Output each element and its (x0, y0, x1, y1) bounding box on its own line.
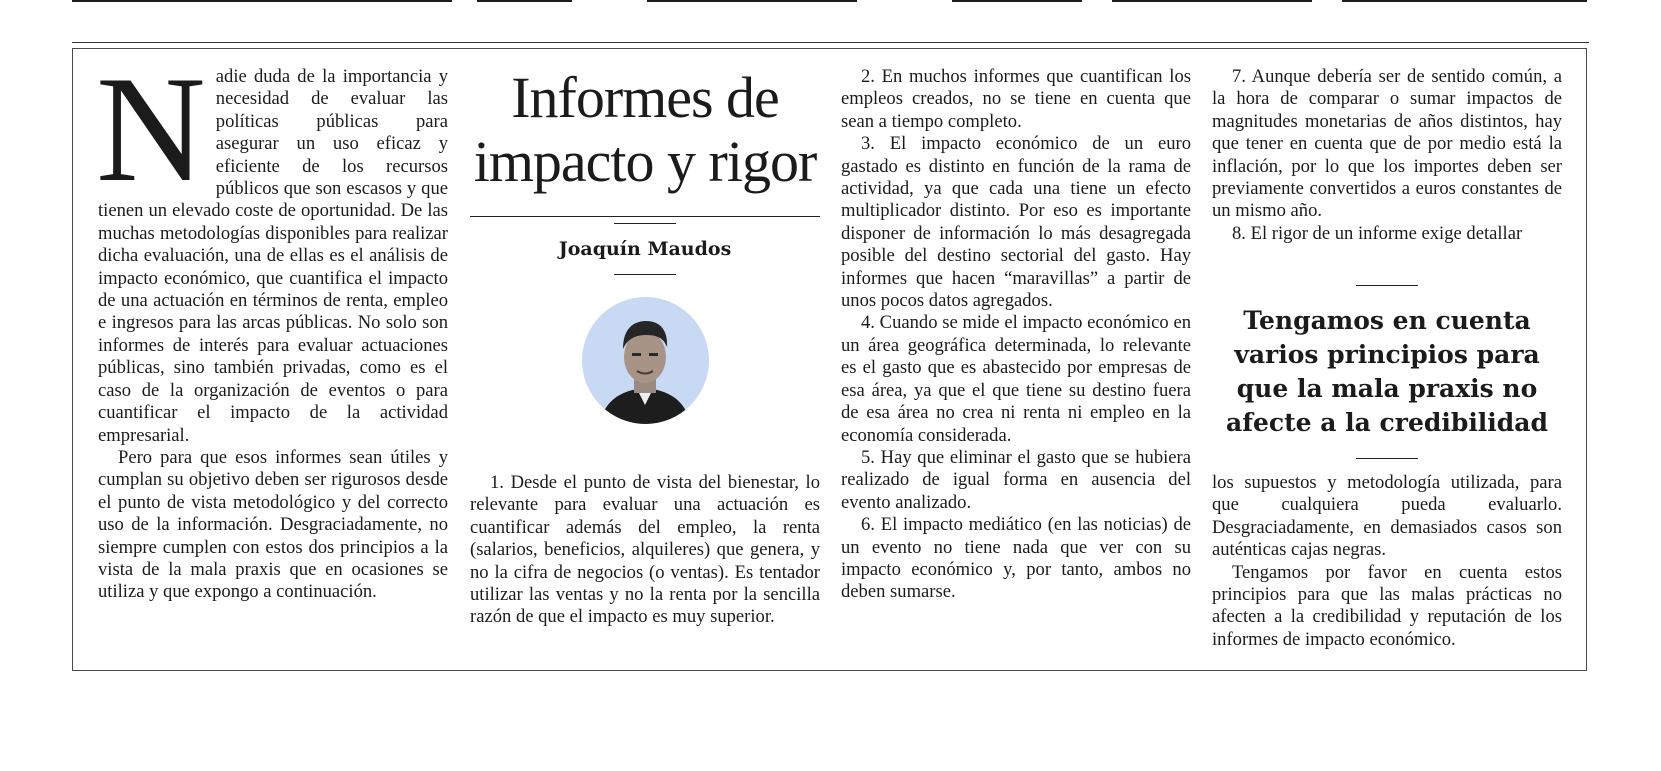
top-rule (72, 42, 1589, 43)
column-2 (470, 66, 820, 626)
column-2-body (470, 472, 820, 629)
author-portrait-icon (582, 297, 709, 424)
paragraph: 1. Desde el punto de vista del bienestar, lo relevante para evaluar una actuación es cuantificar además del empleo, la renta (salarios, beneficios, alquileres) que genera, y no la cifra de negocios (o ventas). Es tentador utilizar las ventas y no la renta por la sencilla razón de que el impacto es muy superior. (470, 472, 820, 628)
paragraph: Tengamos por favor en cuenta estos principios para que las malas prácticas no afecten a la credibilidad y reputación de los informes de impacto económico. (1212, 561, 1562, 650)
column-4 (1212, 66, 1562, 650)
paragraph: Pero para que esos informes sean útiles y cumplan su objetivo deben ser rigurosos desde el punto de vista metodológico y del correcto uso de la información. Desgraciadamente, no siempre cumplen con estos dos principios a la vista de la mala praxis que en ocasiones se utiliza y que expongo a continuación. (98, 446, 448, 603)
previous-article-cutoff (72, 0, 1589, 6)
headline-line-2: impacto y rigor (473, 129, 817, 194)
intro-text: adie duda de la importancia y necesidad de evaluar las políticas públicas para asegurar un uso eficaz y eficiente de los recursos públicos que son escasos y que tienen un elevado coste de oportunidad. De las muchas metodologías disponibles para realizar dicha evaluación, una de ellas es el análisis de impacto económico, que cuantifica el impacto de una actuación en términos de renta, empleo e ingresos para las arcas públicas. No solo son informes de interés para evaluar actuaciones públicas, sino también privadas, como es el caso de la organización de eventos o para cuantificar el impacto de la actividad empresarial. (98, 66, 448, 446)
paragraph: 6. El impacto mediático (en las noticias) de un evento no tiene nada que ver con su impacto económico y, por tanto, ambos no deben sumarse. (841, 514, 1191, 603)
byline-rule-bottom (614, 274, 676, 275)
pullquote: Tengamos en cuenta varios principios para que la mala praxis no afecte a la credibilidad (1226, 306, 1548, 438)
drop-cap: N (96, 45, 206, 213)
paragraph: 5. Hay que eliminar el gasto que se hubiera realizado de igual forma en ausencia del evento analizado. (841, 446, 1191, 513)
headline-line-1: Informes de (511, 65, 779, 130)
paragraph: 4. Cuando se mide el impacto económico en un área geográfica determinada, lo relevante es el gasto que es abastecido por empresas de esa área, ya que el que tiene su destino fuera de esa área no crea ni renta ni empleo en la economía considerada. (841, 312, 1191, 446)
author-byline: Joaquín Maudos (558, 238, 732, 260)
headline (470, 66, 820, 194)
pullquote-rule-top (1356, 285, 1418, 286)
column-3 (841, 66, 1191, 604)
paragraph: los supuestos y metodología utilizada, para que cualquiera pueda evaluarlo. Desgraciadamente, en demasiados casos son auténticas cajas negras. (1212, 472, 1562, 561)
pullquote-rule-bottom (1356, 458, 1418, 459)
column-4-bottom (1212, 472, 1562, 651)
byline-rule-top (614, 223, 676, 224)
paragraph: 8. El rigor de un informe exige detallar (1232, 222, 1523, 244)
paragraph: 2. En muchos informes que cuantifican los empleos creados, no se tiene en cuenta que sean a tiempo completo. (841, 66, 1191, 132)
intro-paragraph (96, 45, 448, 447)
column-1 (96, 45, 448, 604)
headline-rule (470, 216, 820, 217)
paragraph: 7. Aunque debería ser de sentido común, a la hora de comparar o sumar impactos de magnitudes monetarias de años distintos, hay que tener en cuenta que de por medio está la inflación, por lo que los importes deben ser previamente convertidos a euros constantes de un mismo año. (1212, 66, 1562, 222)
paragraph: 3. El impacto económico de un euro gastado es distinto en función de la rama de actividad, ya que cada una tiene un efecto multiplicador distinto. Por eso es importante disponer de información lo más desagregada posible del destino sectorial del gasto. Hay informes que hacen “maravillas” a partir de unos pocos datos agregados. (841, 133, 1191, 312)
